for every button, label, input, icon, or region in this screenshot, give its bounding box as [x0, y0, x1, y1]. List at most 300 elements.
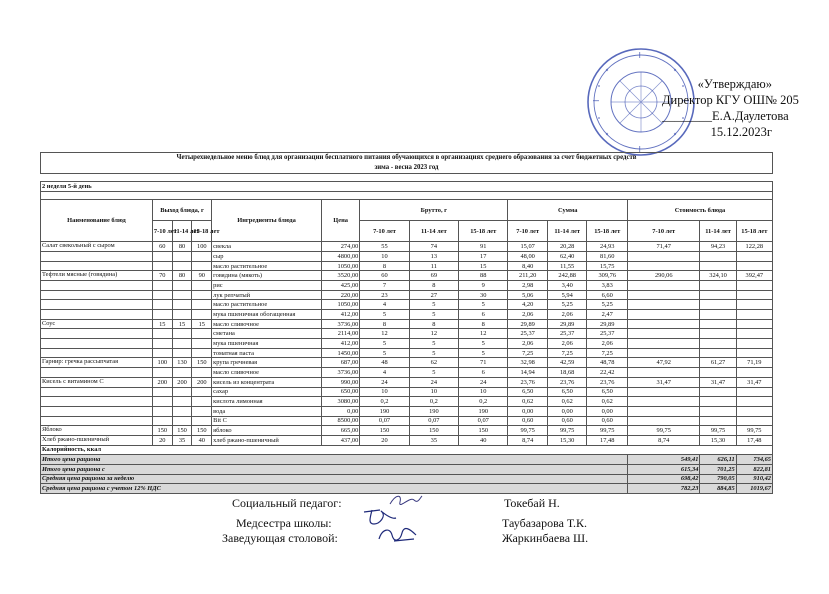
table-cell: 71,47 [628, 242, 700, 252]
table-cell [700, 252, 736, 262]
table-cell: 0,62 [587, 397, 628, 407]
table-cell: 220,00 [321, 290, 359, 300]
dish-name-cell [41, 310, 153, 320]
total-value: 549,41 [628, 455, 700, 465]
dish-name-cell [41, 368, 153, 378]
table-cell: 32,98 [508, 358, 548, 368]
table-cell: 4800,00 [321, 252, 359, 262]
table-cell: 190 [360, 406, 409, 416]
table-cell: 242,88 [547, 271, 587, 281]
table-cell: 69 [409, 271, 458, 281]
total-label: Средняя цена рациона за неделю [41, 474, 628, 484]
table-cell: 650,00 [321, 387, 359, 397]
table-row [41, 281, 773, 291]
table-cell: 47,92 [628, 358, 700, 368]
table-cell: 7 [360, 281, 409, 291]
ingredient-cell: кислота лимонная [212, 397, 322, 407]
table-cell: 200 [152, 377, 172, 387]
menu-season: зима - весна 2023 год [41, 163, 773, 173]
table-cell [192, 339, 212, 349]
table-cell [172, 310, 192, 320]
table-cell [700, 339, 736, 349]
table-cell: 8,74 [628, 435, 700, 445]
header-sum: Сумма [508, 200, 628, 221]
table-cell: 5 [409, 368, 458, 378]
total-value: 734,65 [736, 455, 772, 465]
table-cell: 15 [192, 319, 212, 329]
table-cell [628, 387, 700, 397]
dish-name-cell [41, 252, 153, 262]
table-cell: 13 [409, 252, 458, 262]
table-row [41, 339, 773, 349]
table-row [41, 271, 773, 281]
table-cell [700, 416, 736, 426]
ingredient-cell: мука пшеничная обогащенная [212, 310, 322, 320]
table-cell: 7,25 [547, 348, 587, 358]
header-output-age: 15-18 лет [192, 221, 212, 242]
table-cell [628, 300, 700, 310]
table-cell: 5 [360, 348, 409, 358]
table-cell: 23,76 [547, 377, 587, 387]
table-cell: 0,00 [547, 406, 587, 416]
table-cell: 0,07 [360, 416, 409, 426]
table-cell [628, 281, 700, 291]
table-cell: 8 [459, 319, 508, 329]
table-cell: 5 [409, 348, 458, 358]
table-row [41, 435, 773, 445]
table-cell: 99,75 [547, 426, 587, 436]
signature-role: Заведующая столовой: [222, 531, 338, 545]
header-gross: Брутто, г [360, 200, 508, 221]
table-cell: 1050,00 [321, 300, 359, 310]
table-cell [736, 348, 772, 358]
table-cell: 31,47 [736, 377, 772, 387]
table-cell [172, 261, 192, 271]
table-cell [192, 406, 212, 416]
table-cell: 5 [459, 300, 508, 310]
table-cell: 4,20 [508, 300, 548, 310]
table-cell: 5 [409, 339, 458, 349]
signature-role: Социальный педагог: [232, 496, 342, 510]
table-cell [736, 397, 772, 407]
table-row [41, 348, 773, 358]
table-cell: 6,50 [508, 387, 548, 397]
table-cell: 24 [409, 377, 458, 387]
table-cell: 274,00 [321, 242, 359, 252]
ingredient-cell: масло сливочное [212, 319, 322, 329]
table-cell [736, 416, 772, 426]
table-cell: 88 [459, 271, 508, 281]
table-cell [628, 252, 700, 262]
table-cell: 687,00 [321, 358, 359, 368]
table-cell: 10 [459, 387, 508, 397]
table-cell [152, 348, 172, 358]
total-label: Средняя цена рациона с учетом 12% НДС [41, 484, 628, 494]
table-cell: 7,25 [587, 348, 628, 358]
table-cell: 324,10 [700, 271, 736, 281]
dish-name-cell [41, 387, 153, 397]
header-cost-age: 15-18 лет [736, 221, 772, 242]
table-cell: 29,89 [587, 319, 628, 329]
table-cell: 0,62 [508, 397, 548, 407]
table-cell: 6 [459, 310, 508, 320]
table-cell [152, 290, 172, 300]
dish-name-cell [41, 261, 153, 271]
table-cell: 24 [360, 377, 409, 387]
table-cell [700, 319, 736, 329]
table-cell: 190 [459, 406, 508, 416]
table-row [41, 261, 773, 271]
table-row [41, 329, 773, 339]
ingredient-cell: рис [212, 281, 322, 291]
table-cell [700, 406, 736, 416]
table-cell: 5 [360, 339, 409, 349]
table-row [41, 242, 773, 252]
total-value: 615,34 [628, 464, 700, 474]
table-row [41, 310, 773, 320]
table-cell [192, 416, 212, 426]
ingredient-cell: томатная паста [212, 348, 322, 358]
table-cell: 412,00 [321, 339, 359, 349]
table-cell: 8,40 [508, 261, 548, 271]
table-cell: 665,00 [321, 426, 359, 436]
table-cell [192, 281, 212, 291]
table-cell [736, 300, 772, 310]
ingredient-cell: свекла [212, 242, 322, 252]
table-cell [152, 406, 172, 416]
table-cell: 0,07 [459, 416, 508, 426]
total-label: Итого цена рациона с [41, 464, 628, 474]
table-cell [192, 261, 212, 271]
table-cell [736, 329, 772, 339]
total-row [41, 474, 773, 484]
table-cell: 15,30 [547, 435, 587, 445]
table-cell: 3520,00 [321, 271, 359, 281]
table-cell: 392,47 [736, 271, 772, 281]
table-cell: 27 [409, 290, 458, 300]
dish-name-cell: Гарнир: гречка рассыпчатая [41, 358, 153, 368]
table-cell [152, 339, 172, 349]
table-cell: 5 [459, 348, 508, 358]
ingredient-cell: лук репчатый [212, 290, 322, 300]
table-cell [172, 281, 192, 291]
table-cell: 150 [192, 358, 212, 368]
table-cell [736, 387, 772, 397]
table-cell: 5,94 [547, 290, 587, 300]
table-cell: 15 [172, 319, 192, 329]
approval-date: 15.12.2023г [710, 125, 772, 139]
table-cell: 122,28 [736, 242, 772, 252]
table-cell: 12 [360, 329, 409, 339]
table-cell: 130 [172, 358, 192, 368]
table-cell: 200 [192, 377, 212, 387]
total-value: 910,42 [736, 474, 772, 484]
table-cell [628, 416, 700, 426]
menu-day: 2 неделя 5-й день [41, 181, 773, 191]
table-cell: 425,00 [321, 281, 359, 291]
table-cell: 0,07 [409, 416, 458, 426]
ingredient-cell: сыр [212, 252, 322, 262]
table-row [41, 300, 773, 310]
table-cell [152, 310, 172, 320]
table-cell: 150 [192, 426, 212, 436]
table-cell: 22,42 [587, 368, 628, 378]
table-cell: 94,23 [700, 242, 736, 252]
table-row [41, 368, 773, 378]
total-value: 782,23 [628, 484, 700, 494]
table-cell: 0,60 [587, 416, 628, 426]
table-cell: 1050,00 [321, 261, 359, 271]
dish-name-cell [41, 329, 153, 339]
dish-name-cell [41, 416, 153, 426]
header-output: Выход блюда, г [152, 200, 211, 221]
table-cell [628, 290, 700, 300]
table-row [41, 252, 773, 262]
table-cell [700, 261, 736, 271]
table-cell: 35 [409, 435, 458, 445]
table-cell: 5 [459, 339, 508, 349]
table-row [41, 387, 773, 397]
table-row [41, 358, 773, 368]
table-cell: 12 [459, 329, 508, 339]
table-cell: 5,25 [587, 300, 628, 310]
table-row [41, 397, 773, 407]
total-value: 790,05 [700, 474, 736, 484]
table-cell: 17 [459, 252, 508, 262]
table-cell: 60 [360, 271, 409, 281]
dish-name-cell: Салат свекольный с сыром [41, 242, 153, 252]
table-cell: 3736,00 [321, 319, 359, 329]
table-cell: 35 [172, 435, 192, 445]
table-cell [736, 281, 772, 291]
table-cell: 25,37 [547, 329, 587, 339]
table-cell: 0,00 [508, 406, 548, 416]
table-cell: 90 [192, 271, 212, 281]
header-price: Цена [321, 200, 359, 242]
table-cell [628, 406, 700, 416]
table-cell [172, 348, 192, 358]
calories-label: Калорийность, ккал [41, 445, 773, 455]
ingredient-cell: мука пшеничная [212, 339, 322, 349]
table-cell [192, 329, 212, 339]
table-cell [192, 387, 212, 397]
menu-title: Четырехнедельное меню блюд для организации бесплатного питания обучающихся в организациях среднего образования за счет бюджетных средств [41, 153, 773, 163]
ingredient-cell: хлеб ржано-пшеничный [212, 435, 322, 445]
table-cell: 99,75 [587, 426, 628, 436]
dish-name-cell [41, 300, 153, 310]
table-cell [172, 252, 192, 262]
ingredient-cell: масло сливочное [212, 368, 322, 378]
table-cell [700, 290, 736, 300]
table-cell: 4 [360, 368, 409, 378]
header-cost-age: 7-10 лет [628, 221, 700, 242]
approval-title: «Утверждаю» [697, 77, 772, 91]
table-cell [152, 416, 172, 426]
menu-table [40, 152, 773, 494]
table-cell [172, 368, 192, 378]
table-cell: 3080,00 [321, 397, 359, 407]
table-cell: 20 [152, 435, 172, 445]
ingredient-cell: Вit C [212, 416, 322, 426]
table-cell: 30 [459, 290, 508, 300]
table-cell: 99,75 [736, 426, 772, 436]
table-cell: 99,75 [628, 426, 700, 436]
table-cell [172, 416, 192, 426]
table-cell: 2,47 [587, 310, 628, 320]
table-cell: 40 [459, 435, 508, 445]
header-dish: Наименование блюд [41, 200, 153, 242]
total-value: 698,42 [628, 474, 700, 484]
table-cell [628, 310, 700, 320]
header-sum-age: 11-14 лет [547, 221, 587, 242]
dish-name-cell [41, 339, 153, 349]
table-cell [628, 339, 700, 349]
table-cell [736, 368, 772, 378]
total-row [41, 464, 773, 474]
table-cell [152, 329, 172, 339]
table-cell: 15 [152, 319, 172, 329]
table-cell: 0,60 [547, 416, 587, 426]
table-cell: 15 [459, 261, 508, 271]
total-value: 626,11 [700, 455, 736, 465]
ingredient-cell: крупа гречневая [212, 358, 322, 368]
table-cell [628, 348, 700, 358]
table-cell: 3736,00 [321, 368, 359, 378]
table-cell [152, 281, 172, 291]
table-cell: 5 [409, 310, 458, 320]
table-cell: 74 [409, 242, 458, 252]
table-cell: 10 [360, 252, 409, 262]
total-value: 884,85 [700, 484, 736, 494]
table-cell [172, 300, 192, 310]
table-row [41, 406, 773, 416]
table-cell: 81,60 [587, 252, 628, 262]
table-cell: 24 [459, 377, 508, 387]
table-cell: 25,37 [587, 329, 628, 339]
handwritten-signature [376, 525, 420, 545]
table-cell: 29,89 [547, 319, 587, 329]
table-cell: 62 [409, 358, 458, 368]
dish-name-cell: Хлеб ржано-пшеничный [41, 435, 153, 445]
table-cell: 24,93 [587, 242, 628, 252]
table-cell: 6,60 [587, 290, 628, 300]
table-cell [172, 397, 192, 407]
total-value: 822,81 [736, 464, 772, 474]
ingredient-cell: масло растительное [212, 261, 322, 271]
dish-name-cell: Тефтели мясные (говядина) [41, 271, 153, 281]
table-cell: 0,2 [360, 397, 409, 407]
table-cell: 60 [152, 242, 172, 252]
table-cell: 99,75 [700, 426, 736, 436]
table-cell [700, 387, 736, 397]
table-cell [152, 368, 172, 378]
table-cell [192, 290, 212, 300]
table-cell: 2,06 [508, 310, 548, 320]
table-cell: 31,47 [700, 377, 736, 387]
table-cell: 29,89 [508, 319, 548, 329]
table-cell: 10 [409, 387, 458, 397]
table-cell: 11 [409, 261, 458, 271]
ingredient-cell: сахар [212, 387, 322, 397]
header-sum-age: 7-10 лет [508, 221, 548, 242]
table-cell [152, 252, 172, 262]
table-cell: 15,75 [587, 261, 628, 271]
dish-name-cell [41, 397, 153, 407]
table-cell: 71 [459, 358, 508, 368]
table-cell: 5 [409, 300, 458, 310]
header-ingredients: Ингредиенты блюда [212, 200, 322, 242]
table-cell [152, 300, 172, 310]
table-cell: 6,50 [587, 387, 628, 397]
table-row [41, 416, 773, 426]
table-cell: 55 [360, 242, 409, 252]
approval-block [662, 76, 799, 140]
table-cell: 62,40 [547, 252, 587, 262]
table-cell [736, 261, 772, 271]
table-cell [172, 387, 192, 397]
table-cell: 5,06 [508, 290, 548, 300]
table-cell: 437,00 [321, 435, 359, 445]
table-cell: 25,37 [508, 329, 548, 339]
table-cell: 48 [360, 358, 409, 368]
table-cell: 23,76 [587, 377, 628, 387]
table-cell: 6 [459, 368, 508, 378]
signature-role: Медсестра школы: [236, 516, 332, 530]
table-row [41, 426, 773, 436]
table-cell: 20 [360, 435, 409, 445]
table-cell: 2,98 [508, 281, 548, 291]
table-cell [628, 397, 700, 407]
table-cell: 14,94 [508, 368, 548, 378]
table-cell: 70 [152, 271, 172, 281]
table-cell [172, 339, 192, 349]
table-cell: 2,06 [587, 339, 628, 349]
table-cell: 3,40 [547, 281, 587, 291]
table-cell: 48,78 [587, 358, 628, 368]
ingredient-cell: масло растительное [212, 300, 322, 310]
dish-name-cell [41, 406, 153, 416]
table-cell [700, 281, 736, 291]
ingredient-cell: говядина (мякоть) [212, 271, 322, 281]
table-cell: 17,48 [587, 435, 628, 445]
table-cell [192, 300, 212, 310]
table-cell: 100 [152, 358, 172, 368]
table-cell [736, 310, 772, 320]
table-cell: 99,75 [508, 426, 548, 436]
table-cell: 71,19 [736, 358, 772, 368]
total-value: 1019,67 [736, 484, 772, 494]
table-cell: 0,2 [459, 397, 508, 407]
table-cell [628, 329, 700, 339]
table-cell: 12 [409, 329, 458, 339]
table-cell [172, 406, 192, 416]
table-cell [192, 397, 212, 407]
table-cell [628, 261, 700, 271]
table-cell [736, 252, 772, 262]
header-gross-age: 15-18 лет [459, 221, 508, 242]
table-cell [192, 252, 212, 262]
approval-name: ________Е.А.Даулетова [662, 109, 789, 123]
table-cell: 990,00 [321, 377, 359, 387]
table-cell [192, 368, 212, 378]
dish-name-cell: Соус [41, 319, 153, 329]
table-cell [628, 368, 700, 378]
header-sum-age: 15-18 лет [587, 221, 628, 242]
table-cell: 8 [360, 261, 409, 271]
table-cell [700, 329, 736, 339]
table-cell: 10 [360, 387, 409, 397]
table-cell [152, 397, 172, 407]
